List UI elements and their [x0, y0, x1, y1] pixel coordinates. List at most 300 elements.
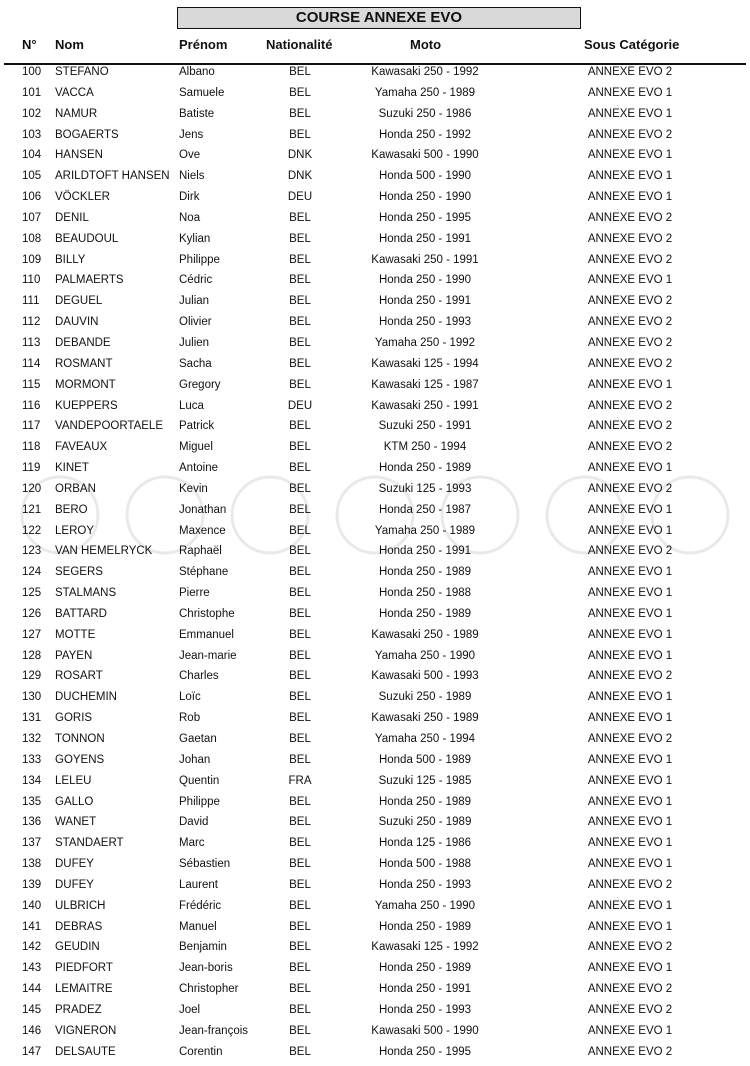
cell-moto: KTM 250 - 1994: [383, 441, 467, 454]
cell-nom: HANSEN: [55, 149, 103, 162]
table-row: [0, 541, 750, 562]
table-row: [0, 979, 750, 1000]
cell-moto: Kawasaki 500 - 1990: [371, 1024, 479, 1037]
cell-nom: DELSAUTE: [55, 1045, 116, 1058]
cell-nationalite: BEL: [289, 587, 311, 600]
cell-sous-categorie: ANNEXE EVO 1: [587, 607, 673, 620]
table-row: [0, 687, 750, 708]
cell-prenom: David: [179, 816, 209, 829]
cell-nationalite: FRA: [288, 774, 312, 787]
cell-nationalite: BEL: [289, 1003, 311, 1016]
cell-nationalite: BEL: [289, 607, 311, 620]
table-row: [0, 937, 750, 958]
cell-moto: Honda 250 - 1991: [378, 232, 472, 245]
cell-nom: GALLO: [55, 795, 94, 808]
cell-moto: Yamaha 250 - 1989: [374, 86, 476, 99]
cell-moto: Kawasaki 250 - 1992: [371, 66, 479, 78]
cell-moto: Honda 250 - 1995: [378, 1045, 472, 1058]
cell-num: 121: [22, 503, 42, 516]
cell-nom: MORMONT: [55, 378, 116, 391]
cell-sous-categorie: ANNEXE EVO 2: [587, 399, 673, 412]
cell-nom: DUCHEMIN: [55, 691, 117, 704]
cell-num: 109: [22, 253, 42, 266]
cell-nationalite: DNK: [287, 170, 313, 183]
cell-sous-categorie: ANNEXE EVO 1: [587, 899, 673, 912]
cell-num: 133: [22, 753, 42, 766]
cell-sous-categorie: ANNEXE EVO 2: [587, 441, 673, 454]
cell-nationalite: BEL: [289, 274, 311, 287]
cell-num: 126: [22, 607, 42, 620]
table-row: [0, 562, 750, 583]
table-row: [0, 416, 750, 437]
cell-sous-categorie: ANNEXE EVO 1: [587, 170, 673, 183]
cell-num: 129: [22, 670, 42, 683]
cell-moto: Suzuki 125 - 1993: [378, 482, 472, 495]
cell-moto: Suzuki 125 - 1985: [378, 774, 472, 787]
cell-nationalite: BEL: [289, 920, 311, 933]
cell-nom: DENIL: [55, 211, 89, 224]
cell-moto: Honda 250 - 1989: [378, 566, 472, 579]
cell-sous-categorie: ANNEXE EVO 1: [587, 962, 673, 975]
cell-num: 125: [22, 587, 42, 600]
table-row: [0, 896, 750, 917]
cell-nom: LEROY: [55, 524, 94, 537]
table-row: [0, 500, 750, 521]
cell-prenom: Manuel: [179, 920, 217, 933]
cell-sous-categorie: ANNEXE EVO 1: [587, 274, 673, 287]
cell-moto: Honda 250 - 1993: [378, 1003, 472, 1016]
page-title: COURSE ANNEXE EVO: [177, 7, 581, 29]
cell-nationalite: BEL: [289, 649, 311, 662]
header-num: N°: [22, 37, 37, 52]
cell-nom: DEBRAS: [55, 920, 103, 933]
cell-moto: Honda 250 - 1993: [378, 878, 472, 891]
cell-sous-categorie: ANNEXE EVO 2: [587, 336, 673, 349]
cell-num: 120: [22, 482, 42, 495]
cell-prenom: Cédric: [179, 274, 213, 287]
cell-nom: DUFEY: [55, 858, 94, 871]
cell-prenom: Philippe: [179, 253, 220, 266]
cell-nom: STANDAERT: [55, 837, 124, 850]
cell-moto: Suzuki 250 - 1989: [378, 816, 472, 829]
cell-prenom: Olivier: [179, 316, 212, 329]
cell-moto: Honda 250 - 1995: [378, 211, 472, 224]
cell-moto: Yamaha 250 - 1992: [374, 336, 476, 349]
cell-sous-categorie: ANNEXE EVO 2: [587, 482, 673, 495]
cell-prenom: Luca: [179, 399, 204, 412]
cell-sous-categorie: ANNEXE EVO 2: [587, 545, 673, 558]
cell-sous-categorie: ANNEXE EVO 2: [587, 295, 673, 308]
cell-nationalite: BEL: [289, 524, 311, 537]
cell-num: 105: [22, 170, 42, 183]
cell-nom: BEAUDOUL: [55, 232, 119, 245]
cell-sous-categorie: ANNEXE EVO 2: [587, 357, 673, 370]
cell-prenom: Rob: [179, 712, 201, 725]
cell-moto: Kawasaki 250 - 1989: [371, 628, 479, 641]
cell-prenom: Quentin: [179, 774, 220, 787]
cell-moto: Honda 250 - 1988: [378, 587, 472, 600]
cell-prenom: Gaetan: [179, 733, 217, 745]
cell-nom: VIGNERON: [55, 1024, 117, 1037]
cell-nationalite: BEL: [289, 295, 311, 308]
cell-moto: Suzuki 250 - 1991: [378, 420, 472, 433]
cell-sous-categorie: ANNEXE EVO 1: [587, 107, 673, 120]
cell-sous-categorie: ANNEXE EVO 2: [587, 253, 673, 266]
cell-nationalite: BEL: [289, 691, 311, 704]
cell-nom: VAN HEMELRYCK: [55, 545, 153, 558]
cell-nom: VANDEPOORTAELE: [55, 420, 164, 433]
cell-nationalite: BEL: [289, 733, 311, 745]
cell-sous-categorie: ANNEXE EVO 2: [587, 232, 673, 245]
cell-num: 110: [22, 274, 41, 287]
cell-sous-categorie: ANNEXE EVO 1: [587, 691, 673, 704]
cell-num: 116: [22, 399, 41, 412]
table-row: [0, 145, 750, 166]
table-row: [0, 229, 750, 250]
cell-sous-categorie: ANNEXE EVO 1: [587, 191, 673, 204]
cell-moto: Honda 250 - 1991: [378, 545, 472, 558]
cell-sous-categorie: ANNEXE EVO 1: [587, 628, 673, 641]
cell-nom: DUFEY: [55, 878, 94, 891]
cell-sous-categorie: ANNEXE EVO 1: [587, 837, 673, 850]
cell-nom: VACCA: [55, 86, 94, 99]
cell-sous-categorie: ANNEXE EVO 2: [587, 66, 673, 78]
cell-nom: PIEDFORT: [55, 962, 113, 975]
cell-num: 138: [22, 858, 42, 871]
cell-nom: ORBAN: [55, 482, 96, 495]
cell-moto: Yamaha 250 - 1994: [374, 733, 476, 745]
cell-sous-categorie: ANNEXE EVO 1: [587, 86, 673, 99]
cell-prenom: Patrick: [179, 420, 215, 433]
table-row: [0, 812, 750, 833]
cell-prenom: Julian: [179, 295, 210, 308]
cell-prenom: Corentin: [179, 1045, 223, 1058]
cell-prenom: Jean-françois: [179, 1024, 249, 1037]
cell-nationalite: BEL: [289, 420, 311, 433]
cell-num: 112: [22, 316, 41, 329]
cell-prenom: Frédéric: [179, 899, 222, 912]
table-row: [0, 583, 750, 604]
cell-num: 113: [22, 336, 41, 349]
cell-num: 118: [22, 441, 41, 454]
cell-moto: Honda 250 - 1989: [378, 920, 472, 933]
cell-sous-categorie: ANNEXE EVO 1: [587, 774, 673, 787]
cell-nationalite: BEL: [289, 1045, 311, 1058]
cell-num: 111: [22, 295, 40, 308]
table-row: [0, 771, 750, 792]
cell-prenom: Pierre: [179, 587, 210, 600]
cell-prenom: Charles: [179, 670, 219, 683]
header-prenom: Prénom: [179, 37, 228, 52]
cell-nationalite: BEL: [289, 253, 311, 266]
cell-nom: FAVEAUX: [55, 441, 108, 454]
cell-prenom: Christophe: [179, 607, 235, 620]
cell-prenom: Julien: [179, 336, 210, 349]
cell-moto: Honda 500 - 1990: [378, 170, 472, 183]
cell-prenom: Christopher: [179, 983, 239, 996]
cell-moto: Honda 250 - 1987: [378, 503, 472, 516]
cell-nationalite: BEL: [289, 441, 311, 454]
table-row: [0, 333, 750, 354]
cell-nom: ULBRICH: [55, 899, 106, 912]
table-row: [0, 875, 750, 896]
table-row: [0, 750, 750, 771]
cell-nationalite: BEL: [289, 462, 311, 475]
cell-moto: Kawasaki 250 - 1991: [371, 399, 479, 412]
cell-num: 101: [22, 86, 42, 99]
cell-nationalite: BEL: [289, 128, 311, 141]
cell-prenom: Kevin: [179, 482, 208, 495]
cell-sous-categorie: ANNEXE EVO 1: [587, 1024, 673, 1037]
cell-nationalite: BEL: [289, 816, 311, 829]
cell-sous-categorie: ANNEXE EVO 1: [587, 149, 673, 162]
cell-sous-categorie: ANNEXE EVO 1: [587, 816, 673, 829]
cell-moto: Honda 250 - 1990: [378, 274, 472, 287]
cell-nom: MOTTE: [55, 628, 96, 641]
cell-nom: ROSMANT: [55, 357, 113, 370]
cell-sous-categorie: ANNEXE EVO 1: [587, 753, 673, 766]
cell-sous-categorie: ANNEXE EVO 2: [587, 128, 673, 141]
table-row: [0, 250, 750, 271]
cell-nationalite: BEL: [289, 86, 311, 99]
cell-prenom: Stéphane: [179, 566, 229, 579]
table-row: [0, 375, 750, 396]
cell-prenom: Sébastien: [179, 858, 231, 871]
cell-num: 140: [22, 899, 42, 912]
cell-nom: PALMAERTS: [55, 274, 124, 287]
cell-prenom: Noa: [179, 211, 201, 224]
cell-moto: Honda 250 - 1991: [378, 295, 472, 308]
cell-moto: Honda 250 - 1992: [378, 128, 472, 141]
cell-nom: LELEU: [55, 774, 92, 787]
cell-moto: Honda 250 - 1991: [378, 983, 472, 996]
table-row: [0, 729, 750, 750]
cell-prenom: Laurent: [179, 878, 219, 891]
cell-sous-categorie: ANNEXE EVO 1: [587, 920, 673, 933]
cell-nationalite: DEU: [287, 191, 313, 204]
cell-nationalite: BEL: [289, 566, 311, 579]
cell-nom: BILLY: [55, 253, 86, 266]
cell-num: 104: [22, 149, 42, 162]
table-row: [0, 854, 750, 875]
cell-nom: LEMAITRE: [55, 983, 113, 996]
table-row: [0, 708, 750, 729]
cell-sous-categorie: ANNEXE EVO 2: [587, 316, 673, 329]
cell-nom: TONNON: [55, 733, 105, 745]
cell-nom: PAYEN: [55, 649, 93, 662]
cell-num: 122: [22, 524, 42, 537]
cell-num: 145: [22, 1003, 42, 1016]
table-row: [0, 166, 750, 187]
cell-prenom: Jean-boris: [179, 962, 233, 975]
cell-nationalite: BEL: [289, 336, 311, 349]
cell-nationalite: BEL: [289, 712, 311, 725]
cell-nationalite: BEL: [289, 545, 311, 558]
table-row: [0, 270, 750, 291]
cell-prenom: Sacha: [179, 357, 212, 370]
cell-num: 103: [22, 128, 42, 141]
cell-num: 115: [22, 378, 41, 391]
cell-prenom: Batiste: [179, 107, 215, 120]
table-row: [0, 437, 750, 458]
cell-prenom: Miguel: [179, 441, 213, 454]
cell-sous-categorie: ANNEXE EVO 1: [587, 503, 673, 516]
cell-nationalite: BEL: [289, 753, 311, 766]
cell-sous-categorie: ANNEXE EVO 2: [587, 211, 673, 224]
table-row: [0, 958, 750, 979]
cell-moto: Kawasaki 250 - 1991: [371, 253, 479, 266]
cell-prenom: Johan: [179, 753, 211, 766]
table-row: [0, 521, 750, 542]
cell-num: 134: [22, 774, 42, 787]
cell-nationalite: DEU: [287, 399, 313, 412]
cell-nom: GORIS: [55, 712, 93, 725]
cell-num: 108: [22, 232, 42, 245]
cell-moto: Kawasaki 500 - 1990: [371, 149, 479, 162]
cell-prenom: Benjamin: [179, 941, 227, 954]
cell-nom: BERO: [55, 503, 88, 516]
cell-prenom: Philippe: [179, 795, 220, 808]
cell-nom: VÖCKLER: [55, 191, 110, 204]
cell-nom: SEGERS: [55, 566, 103, 579]
cell-num: 114: [22, 357, 41, 370]
cell-num: 142: [22, 941, 42, 954]
table-row: [0, 104, 750, 125]
cell-nom: GEUDIN: [55, 941, 100, 954]
header-moto: Moto: [410, 37, 442, 52]
cell-num: 119: [22, 462, 41, 475]
cell-prenom: Niels: [179, 170, 205, 183]
cell-nationalite: BEL: [289, 1024, 311, 1037]
cell-nom: KUEPPERS: [55, 399, 118, 412]
cell-nationalite: BEL: [289, 878, 311, 891]
table-row: [0, 187, 750, 208]
cell-moto: Honda 250 - 1989: [378, 462, 472, 475]
cell-sous-categorie: ANNEXE EVO 2: [587, 878, 673, 891]
cell-prenom: Gregory: [179, 378, 221, 391]
cell-num: 123: [22, 545, 42, 558]
cell-num: 137: [22, 837, 42, 850]
cell-num: 130: [22, 691, 42, 704]
cell-num: 117: [22, 420, 41, 433]
table-row: [0, 354, 750, 375]
cell-num: 128: [22, 649, 42, 662]
cell-nationalite: BEL: [289, 503, 311, 516]
cell-num: 102: [22, 107, 42, 120]
cell-prenom: Maxence: [179, 524, 226, 537]
cell-sous-categorie: ANNEXE EVO 1: [587, 524, 673, 537]
cell-prenom: Loïc: [179, 691, 201, 704]
cell-sous-categorie: ANNEXE EVO 2: [587, 983, 673, 996]
cell-moto: Honda 500 - 1988: [378, 858, 472, 871]
cell-nationalite: BEL: [289, 482, 311, 495]
cell-nationalite: BEL: [289, 211, 311, 224]
table-row: [0, 479, 750, 500]
table-row: [0, 291, 750, 312]
table-row: [0, 312, 750, 333]
cell-nom: BATTARD: [55, 607, 107, 620]
cell-sous-categorie: ANNEXE EVO 1: [587, 795, 673, 808]
table-row: [0, 604, 750, 625]
cell-sous-categorie: ANNEXE EVO 2: [587, 733, 673, 745]
cell-nom: WANET: [55, 816, 97, 829]
table-row: [0, 83, 750, 104]
cell-sous-categorie: ANNEXE EVO 1: [587, 858, 673, 871]
cell-nationalite: BEL: [289, 962, 311, 975]
cell-nom: PRADEZ: [55, 1003, 102, 1016]
cell-nationalite: BEL: [289, 232, 311, 245]
cell-nationalite: BEL: [289, 66, 311, 78]
cell-moto: Yamaha 250 - 1990: [374, 899, 476, 912]
cell-nationalite: DNK: [287, 149, 313, 162]
cell-sous-categorie: ANNEXE EVO 2: [587, 1003, 673, 1016]
cell-nationalite: BEL: [289, 983, 311, 996]
cell-moto: Honda 250 - 1989: [378, 962, 472, 975]
table-row: [0, 646, 750, 667]
cell-nom: STEFANO: [55, 66, 109, 78]
cell-num: 135: [22, 795, 42, 808]
cell-moto: Kawasaki 250 - 1989: [371, 712, 479, 725]
cell-nom: ROSART: [55, 670, 103, 683]
header-nom: Nom: [55, 37, 84, 52]
cell-moto: Kawasaki 125 - 1992: [371, 941, 479, 954]
cell-sous-categorie: ANNEXE EVO 2: [587, 670, 673, 683]
cell-sous-categorie: ANNEXE EVO 1: [587, 378, 673, 391]
cell-num: 143: [22, 962, 42, 975]
cell-moto: Yamaha 250 - 1990: [374, 649, 476, 662]
cell-prenom: Albano: [179, 66, 215, 78]
cell-moto: Honda 250 - 1990: [378, 191, 472, 204]
cell-nationalite: BEL: [289, 837, 311, 850]
cell-num: 141: [22, 920, 42, 933]
cell-nom: DAUVIN: [55, 316, 99, 329]
cell-sous-categorie: ANNEXE EVO 2: [587, 1045, 673, 1058]
cell-nationalite: BEL: [289, 899, 311, 912]
cell-nom: STALMANS: [55, 587, 117, 600]
table-row: [0, 62, 750, 83]
cell-nationalite: BEL: [289, 858, 311, 871]
cell-nom: BOGAERTS: [55, 128, 119, 141]
cell-nationalite: BEL: [289, 628, 311, 641]
table-row: [0, 458, 750, 479]
table-row: [0, 666, 750, 687]
cell-prenom: Samuele: [179, 86, 225, 99]
table-row: [0, 396, 750, 417]
cell-moto: Kawasaki 125 - 1987: [371, 378, 479, 391]
cell-nationalite: BEL: [289, 670, 311, 683]
cell-nationalite: BEL: [289, 107, 311, 120]
cell-num: 107: [22, 211, 42, 224]
cell-num: 131: [22, 712, 42, 725]
cell-prenom: Marc: [179, 837, 205, 850]
table-row: [0, 792, 750, 813]
cell-nom: NAMUR: [55, 107, 98, 120]
cell-sous-categorie: ANNEXE EVO 1: [587, 649, 673, 662]
cell-num: 132: [22, 733, 42, 745]
cell-num: 127: [22, 628, 42, 641]
cell-prenom: Jonathan: [179, 503, 227, 516]
cell-sous-categorie: ANNEXE EVO 1: [587, 566, 673, 579]
cell-nationalite: BEL: [289, 941, 311, 954]
cell-prenom: Dirk: [179, 191, 200, 204]
table-row: [0, 833, 750, 854]
cell-num: 106: [22, 191, 42, 204]
cell-moto: Honda 125 - 1986: [378, 837, 472, 850]
cell-moto: Honda 250 - 1989: [378, 795, 472, 808]
cell-prenom: Antoine: [179, 462, 219, 475]
cell-prenom: Ove: [179, 149, 201, 162]
header-nationalite: Nationalité: [266, 37, 333, 52]
